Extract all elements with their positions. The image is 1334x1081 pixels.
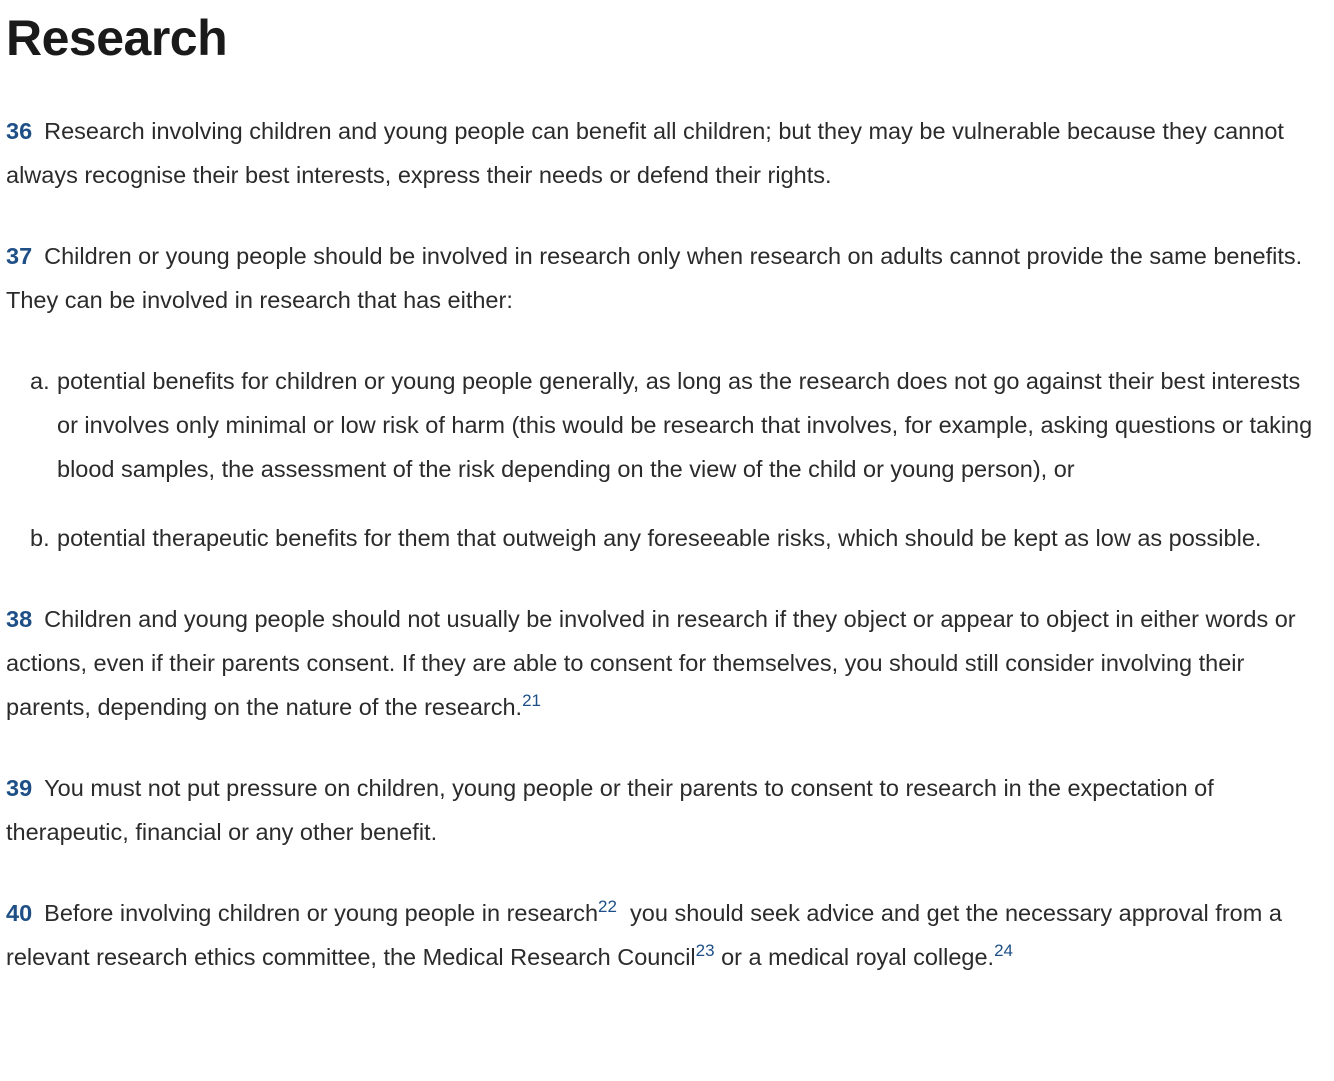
paragraph-text: Research involving children and young people can benefit all children; but they may be vulnerable because they cannot always recognise their best interests, express their needs or defend their rights. bbox=[6, 118, 1284, 188]
list-item bbox=[6, 516, 1316, 560]
list-item-text: potential therapeutic benefits for them that outweigh any foreseeable risks, which should be kept as low as possible. bbox=[57, 525, 1262, 551]
list-item bbox=[6, 359, 1316, 491]
document-page bbox=[0, 6, 1316, 979]
paragraph-number: 36 bbox=[6, 118, 33, 144]
paragraph-text: Before involving children or young people in research bbox=[44, 900, 599, 926]
list-marker: b. bbox=[30, 525, 50, 551]
paragraph-text: Children and young people should not usually be involved in research if they object or appear to object in either words or actions, even if their parents consent. If they are able to consent for themselves, you should still consider involving their parents, depending on the nature of the research. bbox=[6, 606, 1296, 720]
paragraph-37 bbox=[6, 234, 1316, 322]
paragraph-40 bbox=[6, 891, 1316, 979]
paragraph-36 bbox=[6, 109, 1316, 197]
paragraph-number: 39 bbox=[6, 775, 33, 801]
paragraph-number: 38 bbox=[6, 606, 33, 632]
paragraph-number: 37 bbox=[6, 243, 33, 269]
footnote-link[interactable]: 21 bbox=[522, 691, 541, 710]
list-marker: a. bbox=[30, 368, 50, 394]
footnote-link[interactable]: 23 bbox=[695, 941, 715, 960]
page-title: Research bbox=[6, 10, 228, 66]
paragraph-text: Children or young people should be involved in research only when research on adults cannot provide the same benefits. They can be involved in research that has either: bbox=[6, 243, 1303, 313]
paragraph-text: You must not put pressure on children, young people or their parents to consent to research in the expectation of therapeutic, financial or any other benefit. bbox=[6, 775, 1214, 845]
paragraph-number: 40 bbox=[6, 900, 33, 926]
list-item-text: potential benefits for children or young people generally, as long as the research does not go against their best interests or involves only minimal or low risk of harm (this would be research that involves, for example, asking questions or taking blood samples, the assessment of the risk depending on the view of the child or young person), or bbox=[57, 368, 1313, 482]
footnote-link[interactable]: 24 bbox=[994, 941, 1014, 960]
sub-list bbox=[6, 359, 1316, 560]
paragraph-38 bbox=[6, 597, 1316, 729]
footnote-link[interactable]: 22 bbox=[598, 897, 617, 916]
paragraph-39 bbox=[6, 766, 1316, 854]
paragraph-text: or a medical royal college. bbox=[714, 944, 995, 970]
paragraph-text: you should seek advice and get the necessary approval from a relevant research ethics committee, the Medical Research Council bbox=[6, 900, 1282, 970]
